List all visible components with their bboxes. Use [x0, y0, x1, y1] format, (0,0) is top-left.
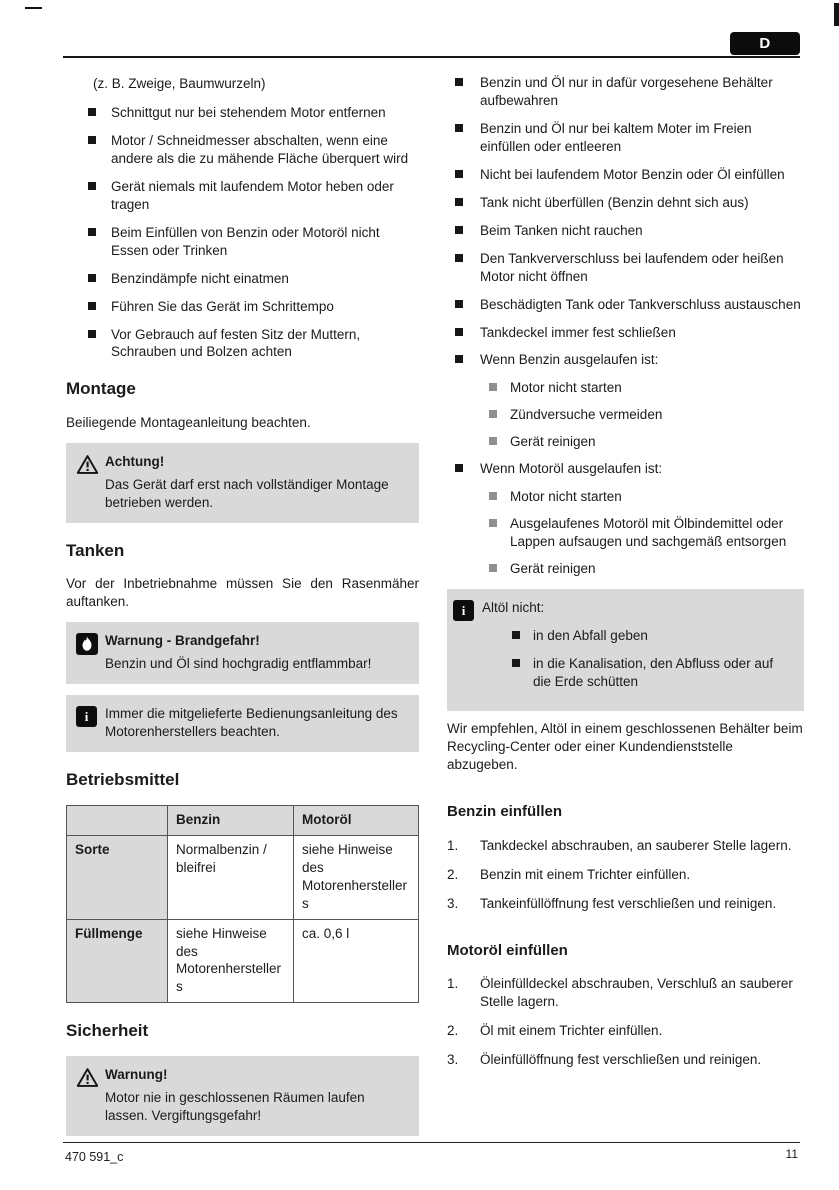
bullet-square-icon: [88, 302, 96, 310]
list-item: [66, 270, 419, 288]
bullet-text: Beim Tanken nicht rauchen: [480, 222, 643, 238]
step-text: Öleinfüllöffnung fest verschließen und reinigen.: [480, 1052, 762, 1068]
step-number: 3.: [447, 895, 459, 911]
warning-box: [66, 1056, 419, 1136]
step-text: Öleinfülldeckel abschrauben, Verschluß an sauberer Stelle lagern.: [480, 976, 793, 1010]
list-item: [66, 178, 419, 214]
bullet-square-icon: [455, 78, 463, 86]
warning-box-content: [105, 1066, 407, 1125]
list-item: [66, 132, 419, 168]
attention-box-content: [105, 453, 407, 512]
sub-bullet-text: Zündversuche vermeiden: [510, 407, 663, 423]
list-item: [447, 222, 804, 240]
bullet-square-icon: [455, 464, 463, 472]
list-item: [447, 74, 804, 110]
list-item: [447, 166, 804, 184]
bullet-text: Vor Gebrauch auf festen Sitz der Muttern, Schrauben und Bolzen achten: [111, 326, 361, 360]
section-heading-tanken: Tanken: [66, 540, 125, 560]
fire-icon: [76, 633, 98, 655]
step-number: 2.: [447, 866, 459, 882]
bullet-square-icon: [455, 328, 463, 336]
bullet-square-icon: [88, 274, 96, 282]
sub-bullet-square-icon: [489, 492, 497, 500]
sub-list-item: [447, 406, 804, 424]
sub-bullet-square-icon: [489, 410, 497, 418]
scan-artifact: [25, 7, 42, 9]
step-text: Öl mit einem Trichter einfüllen.: [480, 1023, 663, 1039]
bullet-square-icon: [88, 228, 96, 236]
list-item: [447, 460, 804, 478]
right-column: [447, 74, 804, 1080]
cell-sorte-motoroel: siehe Hinweise des Motorenherstellers: [294, 835, 419, 919]
step-text: Benzin mit einem Trichter einfüllen.: [480, 866, 691, 882]
sub-list: [447, 488, 804, 578]
bullet-square-icon: [455, 355, 463, 363]
top-divider: [63, 56, 800, 58]
left-column: [66, 74, 419, 1145]
warning-box-title: Warnung!: [105, 1066, 168, 1082]
fire-warning-box: [66, 622, 419, 684]
bullet-text: Nicht bei laufendem Motor Benzin oder Öl einfüllen: [480, 166, 785, 182]
continuation-text: (z. B. Zweige, Baumwurzeln): [93, 76, 266, 91]
bullet-text: Benzin und Öl nur in dafür vorgesehene Behälter aufbewahren: [480, 75, 773, 108]
list-item: [447, 250, 804, 286]
document-code: 470 591_c: [65, 1150, 124, 1164]
scan-artifact: [834, 3, 839, 26]
table-row: [67, 919, 419, 1003]
sub-bullet-square-icon: [489, 564, 497, 572]
list-item: [66, 298, 419, 316]
sub-bullet-text: Gerät reinigen: [510, 561, 596, 577]
step-number: 2.: [447, 1023, 459, 1039]
bullet-square-icon: [88, 330, 96, 338]
table-header-benzin: Benzin: [168, 805, 294, 835]
sub-list-item: [447, 560, 804, 578]
bullet-square-icon: [512, 659, 520, 667]
page-number: 11: [785, 1147, 798, 1161]
sub-bullet-square-icon: [489, 437, 497, 445]
warning-triangle-icon: [76, 1066, 105, 1125]
table-corner-cell: [67, 805, 168, 835]
sub-bullet-text: Ausgelaufenes Motoröl mit Ölbindemittel oder Lappen aufsaugen und sachgemäß entsorgen: [510, 516, 787, 550]
fire-warning-box-text: Benzin und Öl sind hochgradig entflammbar!: [105, 656, 372, 672]
footer-divider: [63, 1142, 800, 1143]
bullet-text: Gerät niemals mit laufendem Motor heben oder tragen: [111, 178, 394, 212]
bullet-text: in die Kanalisation, den Abfluss oder auf die Erde schütten: [533, 655, 774, 689]
list-item: [447, 324, 804, 342]
attention-box: [66, 443, 419, 523]
bullet-text: Motor / Schneidmesser abschalten, wenn eine andere als die zu mähende Fläche überquert wird: [111, 132, 409, 166]
betriebsmittel-table: [66, 805, 419, 1004]
cell-fuellmenge-motoroel: ca. 0,6 l: [294, 919, 419, 1003]
section-heading-betriebsmittel: Betriebsmittel: [66, 770, 180, 790]
bullet-text: Beschädigten Tank oder Tankverschluss austauschen: [480, 296, 801, 312]
step-text: Tankdeckel abschrauben, an sauberer Stelle lagern.: [480, 837, 792, 853]
sub-list-item: [447, 379, 804, 397]
section-heading-benzin-einfuellen: Benzin einfüllen: [447, 802, 563, 820]
info-icon: i: [453, 600, 474, 621]
section-heading-motoroel-einfuellen: Motoröl einfüllen: [447, 941, 568, 959]
used-oil-box-title: Altöl nicht:: [482, 600, 545, 616]
sub-list-item: [447, 488, 804, 506]
numbered-step: [447, 975, 804, 1011]
bullet-text: Benzin und Öl nur bei kaltem Moter im Freien einfüllen oder entleeren: [480, 120, 752, 154]
sub-bullet-square-icon: [489, 519, 497, 527]
bullet-square-icon: [512, 631, 520, 639]
list-item: [447, 120, 804, 156]
bullet-text: Wenn Benzin ausgelaufen ist:: [480, 352, 659, 368]
attention-box-title: Achtung!: [105, 454, 165, 469]
list-item: [447, 351, 804, 369]
bullet-square-icon: [455, 170, 463, 178]
list-item: [66, 224, 419, 260]
bullet-square-icon: [88, 136, 96, 144]
bullet-square-icon: [455, 254, 463, 262]
section-heading-sicherheit: Sicherheit: [66, 1021, 149, 1041]
numbered-step: [447, 866, 804, 884]
cell-fuellmenge-benzin: siehe Hinweise des Motorenherstellers: [168, 919, 294, 1003]
recommendation-text: Wir empfehlen, Altöl in einem geschlossenen Behälter beim Recycling-Center oder einer Kundendienststelle abzugeben.: [447, 720, 803, 772]
list-item: [482, 627, 792, 645]
bullet-text: Schnittgut nur bei stehendem Motor entfernen: [111, 104, 386, 120]
list-item: [66, 326, 419, 362]
bullet-text: Führen Sie das Gerät im Schrittempo: [111, 298, 334, 314]
bullet-square-icon: [88, 182, 96, 190]
bullet-square-icon: [455, 300, 463, 308]
warning-triangle-icon: [76, 453, 105, 512]
sub-bullet-text: Gerät reinigen: [510, 434, 596, 450]
step-number: 3.: [447, 1052, 459, 1068]
bullet-text: Tank nicht überfüllen (Benzin dehnt sich aus): [480, 194, 749, 210]
bullet-text: Beim Einfüllen von Benzin oder Motoröl nicht Essen oder Trinken: [111, 224, 380, 258]
bullet-square-icon: [455, 198, 463, 206]
cell-sorte-benzin: Normalbenzin / bleifrei: [168, 835, 294, 919]
bullet-square-icon: [455, 226, 463, 234]
bullet-square-icon: [88, 108, 96, 116]
sub-bullet-text: Motor nicht starten: [510, 380, 622, 396]
list-item: [447, 296, 804, 314]
bullet-text: Tankdeckel immer fest schließen: [480, 324, 676, 340]
list-item: [447, 194, 804, 212]
language-badge: D: [730, 32, 800, 55]
info-icon-cell: [76, 705, 105, 741]
row-label: Füllmenge: [67, 919, 168, 1003]
fire-icon-cell: [76, 632, 105, 673]
step-text: Tankeinfüllöffnung fest verschließen und reinigen.: [480, 895, 777, 911]
used-oil-info-box: [447, 589, 804, 711]
step-number: 1.: [447, 976, 459, 992]
used-oil-box-content: [482, 599, 792, 700]
step-number: 1.: [447, 837, 459, 853]
sub-bullet-square-icon: [489, 383, 497, 391]
list-item: [66, 104, 419, 122]
section-heading-montage: Montage: [66, 379, 136, 399]
table-header-row: [67, 805, 419, 835]
bullet-text: Den Tankververschluss bei laufendem oder heißen Motor nicht öffnen: [480, 250, 784, 284]
sub-list: [447, 379, 804, 451]
bullet-text: Benzindämpfe nicht einatmen: [111, 270, 289, 286]
info-icon: i: [76, 706, 97, 727]
bullet-text: Wenn Motoröl ausgelaufen ist:: [480, 461, 663, 477]
sub-list-item: [447, 515, 804, 551]
numbered-step: [447, 895, 804, 913]
info-box-text: Immer die mitgelieferte Bedienungsanleitung des Motorenherstellers beachten.: [105, 706, 398, 740]
row-label: Sorte: [67, 835, 168, 919]
fire-warning-box-title: Warnung - Brandgefahr!: [105, 633, 260, 649]
numbered-step: [447, 837, 804, 855]
info-box: [66, 695, 419, 752]
numbered-step: [447, 1051, 804, 1069]
list-item: [482, 655, 792, 691]
bullet-text: in den Abfall geben: [533, 628, 648, 644]
table-header-motoroel: Motoröl: [294, 805, 419, 835]
tanken-text: Vor der Inbetriebnahme müssen Sie den Rasenmäher auftanken.: [66, 576, 419, 610]
info-icon-cell: [453, 599, 482, 700]
sub-bullet-text: Motor nicht starten: [510, 489, 622, 505]
montage-text: Beiliegende Montageanleitung beachten.: [66, 415, 311, 431]
bullet-square-icon: [455, 124, 463, 132]
table-row: [67, 835, 419, 919]
fire-warning-box-content: [105, 632, 407, 673]
warning-box-text: Motor nie in geschlossenen Räumen laufen lassen. Vergiftungsgefahr!: [105, 1089, 365, 1123]
attention-box-text: Das Gerät darf erst nach vollständiger Montage betrieben werden.: [105, 476, 389, 510]
numbered-step: [447, 1022, 804, 1040]
sub-list-item: [447, 433, 804, 451]
